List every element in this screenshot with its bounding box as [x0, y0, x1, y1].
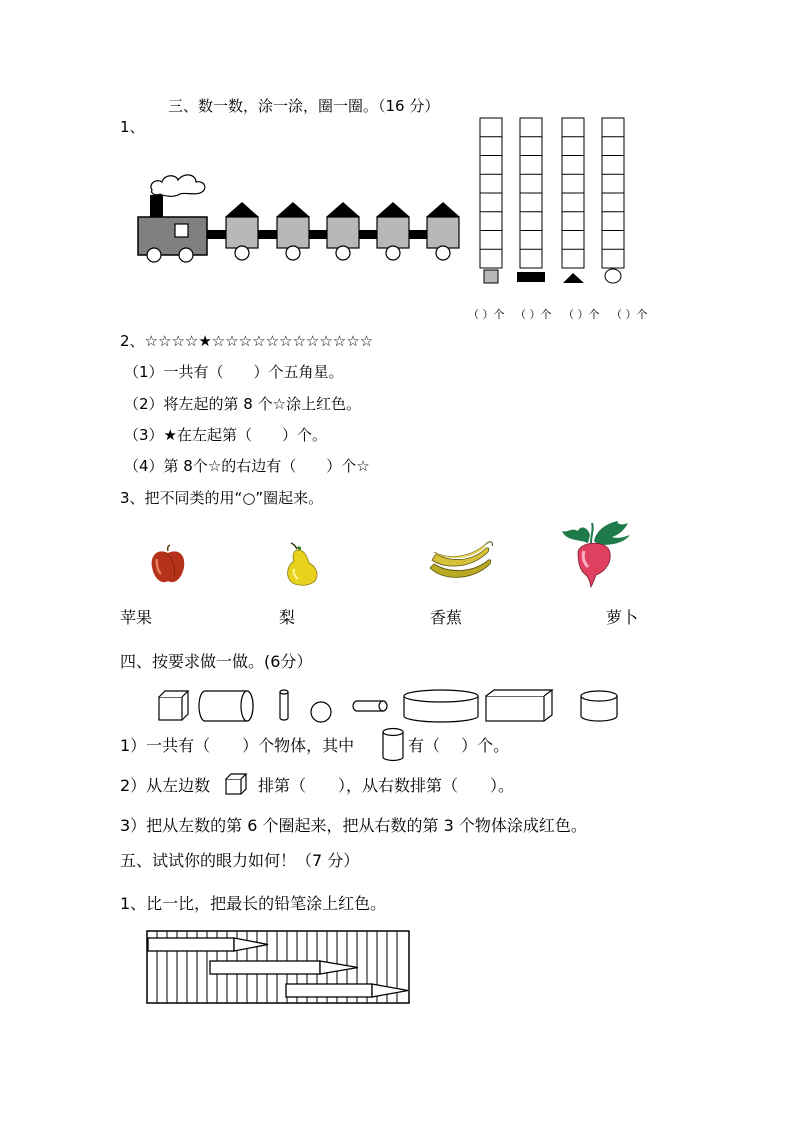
q2-item-4: （4）第 8个☆的右边有（ ）个☆	[124, 457, 370, 475]
count-label-2: （ ）个	[515, 308, 552, 321]
carriage	[326, 202, 360, 260]
count-label-1: （ ）个	[468, 308, 505, 321]
locomotive	[138, 217, 207, 255]
triangle-key-icon	[563, 273, 584, 283]
horizontal-cylinder-icon	[199, 691, 253, 721]
counting-grid	[478, 116, 638, 291]
carriage	[225, 202, 259, 260]
q3-title: 3、把不同类的用“○”圈起来。	[120, 489, 324, 507]
pear-label: 梨	[279, 608, 296, 627]
s4-q1-text-b: 有（ ）个。	[408, 736, 510, 755]
chimney	[150, 195, 163, 217]
radish-label: 萝卜	[606, 608, 639, 627]
smoke-icon	[151, 175, 205, 196]
pear-image	[283, 543, 323, 589]
apple-label: 苹果	[120, 608, 153, 627]
thin-cylinder-icon	[280, 690, 288, 720]
rod-icon	[353, 701, 387, 711]
train-figure	[130, 160, 470, 265]
square-key-icon	[484, 270, 498, 283]
s4-q1-text-a: 1）一共有（ ）个物体，其中	[120, 736, 355, 755]
wheel	[179, 248, 193, 262]
s4-q2-text-b: 排第（ ），从右数排第（ ）。	[258, 776, 515, 795]
pencils-figure	[146, 930, 414, 1006]
cube-icon	[159, 691, 188, 720]
sphere-icon	[311, 702, 331, 722]
q2-item-1: （1）一共有（ ）个五角星。	[124, 363, 344, 381]
cylinder-inline-icon	[381, 728, 405, 762]
small-cylinder-icon	[581, 691, 617, 721]
q1-label: 1、	[120, 118, 145, 136]
radish-image	[558, 517, 634, 587]
cuboid-icon	[486, 690, 552, 721]
carriage	[276, 202, 310, 260]
q2-item-2: （2）将左起的第 8 个☆涂上红色。	[124, 395, 362, 413]
wheel	[147, 248, 161, 262]
carriage	[376, 202, 410, 260]
apple-image	[148, 545, 188, 587]
carriage	[426, 202, 460, 260]
s4-q2-text-a: 2）从左边数	[120, 776, 211, 795]
banana-image	[428, 538, 496, 584]
banana-label: 香蕉	[430, 608, 463, 627]
section5-title: 五、试试你的眼力如何！（7 分）	[120, 851, 360, 870]
section4-title: 四、按要求做一做。(6分）	[120, 652, 313, 671]
q2-stars-line: 2、☆☆☆☆★☆☆☆☆☆☆☆☆☆☆☆☆	[120, 332, 374, 350]
s4-q3-text: 3）把从左数的第 6 个圈起来，把从右数的第 3 个物体涂成红色。	[120, 816, 587, 835]
flat-cylinder-icon	[404, 690, 478, 722]
section3-title: 三、数一数，涂一涂，圈一圈。（16 分）	[168, 97, 440, 115]
count-label-4: （ ）个	[611, 308, 648, 321]
solids-row	[155, 688, 625, 726]
cube-inline-icon	[224, 772, 248, 796]
circle-key-icon	[605, 269, 621, 283]
count-label-3: （ ）个	[563, 308, 600, 321]
locomotive-window	[175, 224, 188, 237]
s5-q1-text: 1、比一比，把最长的铅笔涂上红色。	[120, 894, 387, 913]
q2-item-3: （3）★在左起第（ ）个。	[124, 426, 327, 444]
rectangle-key-icon	[517, 272, 545, 282]
